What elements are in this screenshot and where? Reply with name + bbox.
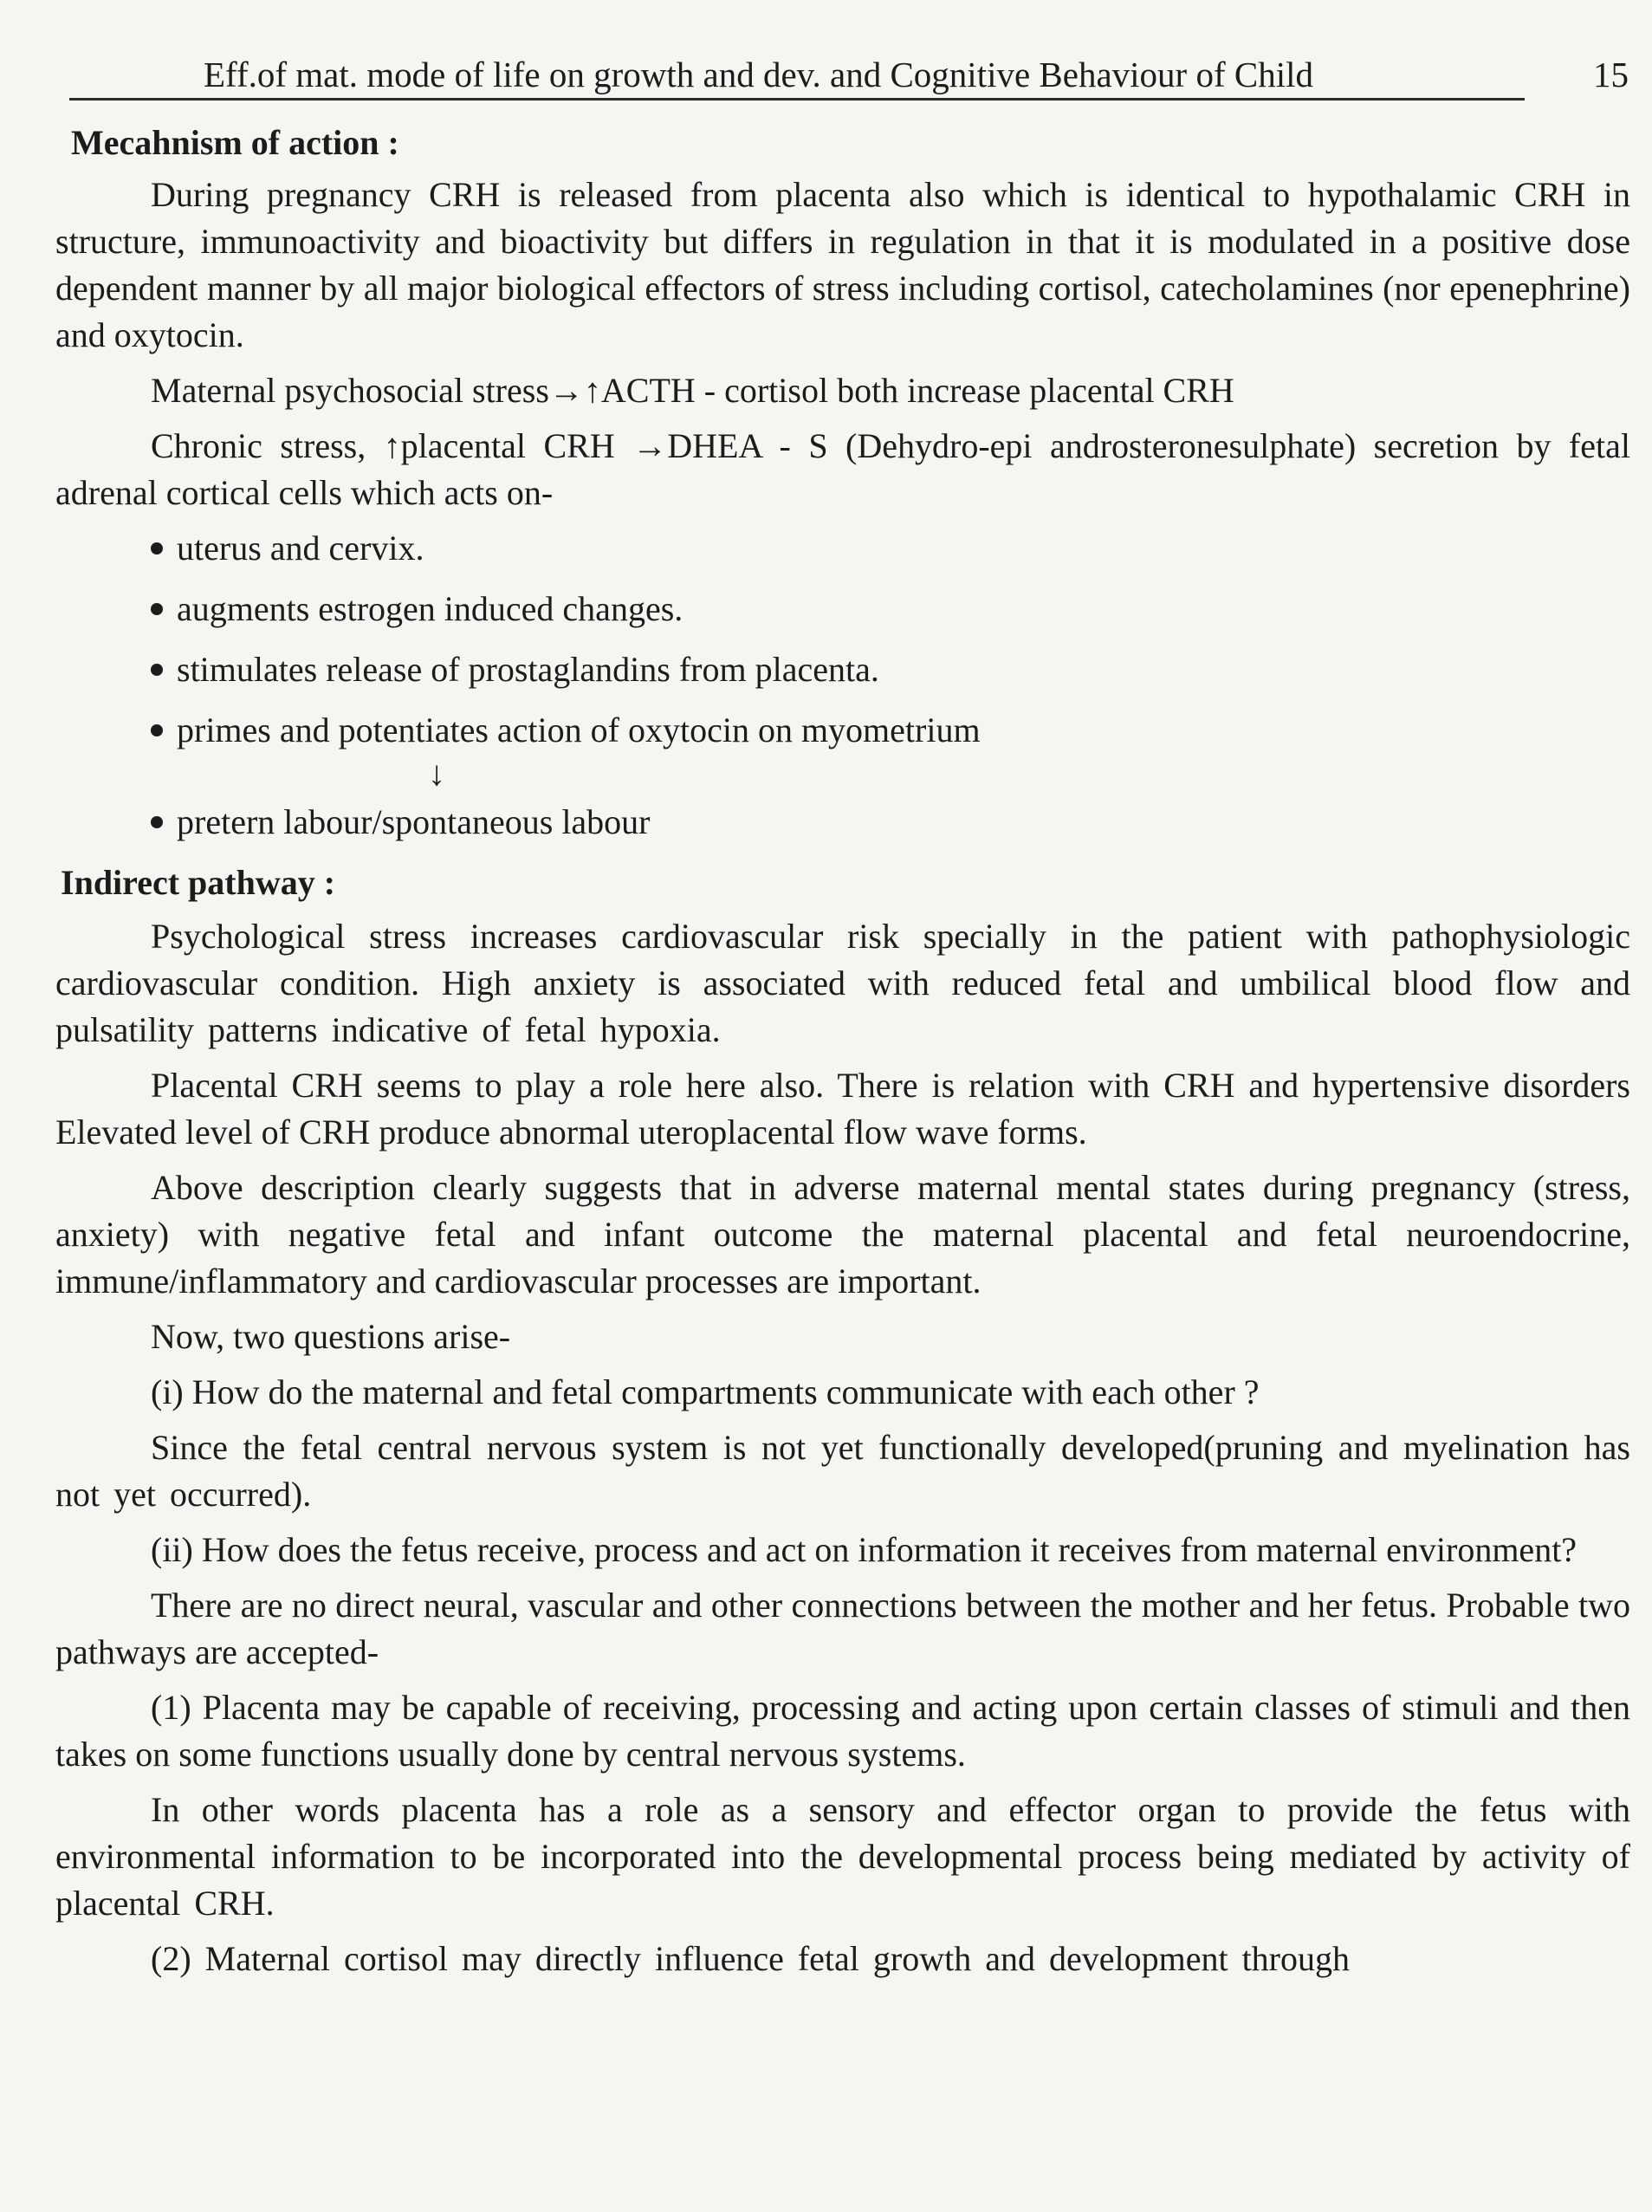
bullet-icon [151, 724, 163, 736]
bullet-icon [151, 664, 163, 676]
mechanism-paragraph-3: Chronic stress, ↑placental CRH →DHEA - S (Dehydro-epi androsteronesulphate) secretion by fetal adrenal cortical cells which acts on- [55, 426, 1630, 512]
indirect-paragraph-5: Since the fetal central nervous system is not yet functionally developed(pruning and myelination has not yet occurred). [55, 1428, 1630, 1514]
indirect-pathway-heading: Indirect pathway : [61, 863, 336, 902]
indirect-paragraph-8: In other words placenta has a role as a sensory and effector organ to provide the fetus with environmental information to be incorporated into the developmental process being mediated by activity of placental CRH. [55, 1790, 1630, 1923]
list-item-text: augments estrogen induced changes. [177, 589, 683, 628]
page-body [55, 120, 1630, 1991]
indirect-paragraph-4: Now, two questions arise- [151, 1317, 511, 1356]
mechanism-paragraph-1: During pregnancy CRH is released from placenta also which is identical to hypothalamic CRH in structure, immunoactivity and bioactivity but differs in regulation in that it is modulated in a positive dose dependent manner by all major biological effectors of stress including cortisol, catecholamines (nor epenephrine) and oxytocin. [55, 175, 1630, 354]
running-header-title: Eff.of mat. mode of life on growth and dev. and Cognitive Behaviour of Child [204, 55, 1313, 94]
list-item-text: stimulates release of prostaglandins from placenta. [177, 650, 879, 689]
bullet-icon [151, 542, 163, 555]
bullet-icon [151, 603, 163, 615]
question-1: (i) How do the maternal and fetal compartments communicate with each other ? [151, 1372, 1260, 1411]
pathway-1-paragraph: (1) Placenta may be capable of receiving, processing and acting upon certain classes of stimuli and then takes on some functions usually done by central nervous systems. [55, 1688, 1630, 1774]
indirect-paragraph-1: Psychological stress increases cardiovascular risk specially in the patient with pathophysiologic cardiovascular condition. High anxiety is associated with reduced fetal and umbilical blood flow and pulsatility patterns indicative of fetal hypoxia. [55, 917, 1630, 1049]
indirect-paragraph-3: Above description clearly suggests that in adverse maternal mental states during pregnancy (stress, anxiety) with negative fetal and infant outcome the maternal placental and fetal neuroendocrine, immune/inflammatory and cardiovascular processes are important. [55, 1168, 1630, 1301]
list-item-text: uterus and cervix. [177, 529, 424, 568]
pathway-2-paragraph: (2) Maternal cortisol may directly influence fetal growth and development through [151, 1939, 1351, 1978]
outcome-list [151, 799, 1630, 846]
question-2: (ii) How does the fetus receive, process and act on information it receives from maternal environment? [151, 1530, 1577, 1569]
indirect-paragraph-6: There are no direct neural, vascular and other connections between the mother and her fetus. Probable two pathways are accepted- [55, 1586, 1630, 1671]
bullet-icon [151, 816, 163, 828]
list-item [151, 707, 1630, 754]
list-item [151, 646, 1630, 693]
list-item-text: primes and potentiates action of oxytocin on myometrium [177, 710, 981, 749]
effects-list [151, 525, 1630, 754]
mechanism-heading: Mecahnism of action : [71, 123, 399, 162]
down-arrow-icon: ↓ [428, 754, 445, 793]
indirect-paragraph-2: Placental CRH seems to play a role here also. There is relation with CRH and hypertensive disorders Elevated level of CRH produce abnormal uteroplacental flow wave forms. [55, 1066, 1630, 1151]
list-item [151, 799, 1630, 846]
list-item-text: pretern labour/spontaneous labour [177, 802, 651, 841]
list-item [151, 525, 1630, 572]
header-rule [69, 98, 1525, 101]
mechanism-paragraph-2: Maternal psychosocial stress→↑ACTH - cortisol both increase placental CRH [151, 371, 1234, 410]
page-number: 15 [1593, 55, 1629, 94]
list-item [151, 586, 1630, 632]
